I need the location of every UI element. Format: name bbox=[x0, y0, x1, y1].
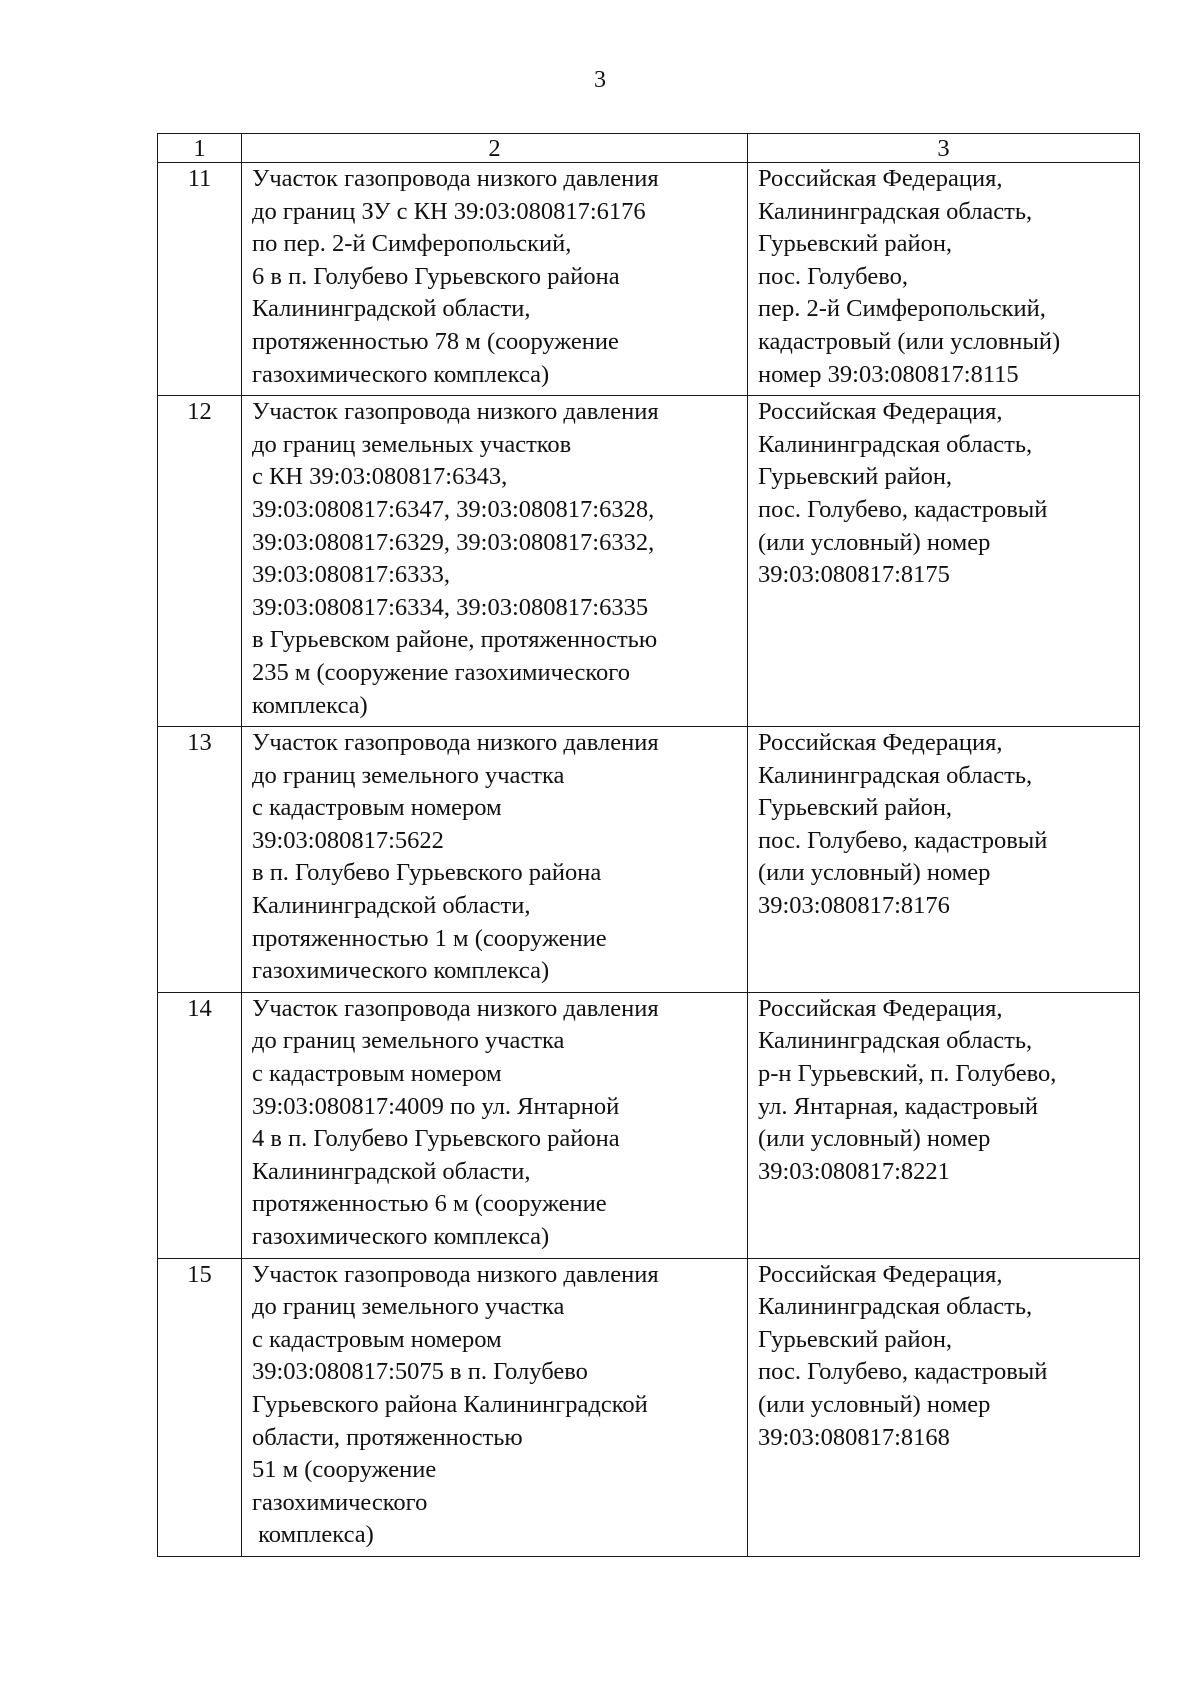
row-number: 11 bbox=[158, 163, 242, 396]
description-line: с кадастровым номером bbox=[252, 794, 502, 822]
address-line: Калининградская область, bbox=[758, 1293, 1033, 1321]
description-line: газохимического bbox=[252, 1488, 428, 1516]
address-line: Гурьевский район, bbox=[758, 1325, 953, 1353]
column-header-description: 2 bbox=[242, 134, 748, 163]
description-line: Участок газопровода низкого давления bbox=[252, 398, 659, 426]
description-line: протяженностью 6 м (сооружение bbox=[252, 1190, 607, 1218]
address-line: 39:03:080817:8221 bbox=[758, 1157, 950, 1185]
object-address bbox=[748, 727, 1140, 993]
description-line: комплекса) bbox=[252, 691, 368, 719]
description-line: 39:03:080817:6329, 39:03:080817:6332, bbox=[252, 528, 655, 556]
description-line: 39:03:080817:6347, 39:03:080817:6328, bbox=[252, 495, 655, 523]
description-line: до границ земельных участков bbox=[252, 430, 572, 458]
table-row bbox=[158, 396, 1140, 727]
description-line: Гурьевского района Калининградской bbox=[252, 1390, 648, 1418]
description-line: Участок газопровода низкого давления bbox=[252, 994, 659, 1022]
table-row bbox=[158, 727, 1140, 993]
description-line: 39:03:080817:4009 по ул. Янтарной bbox=[252, 1092, 620, 1120]
address-line: 39:03:080817:8175 bbox=[758, 561, 950, 589]
address-line: Гурьевский район, bbox=[758, 230, 953, 258]
address-line: Калининградская область, bbox=[758, 1027, 1033, 1055]
description-line: с КН 39:03:080817:6343, bbox=[252, 463, 508, 491]
description-line: 6 в п. Голубево Гурьевского района bbox=[252, 262, 620, 290]
address-line: (или условный) номер bbox=[758, 528, 991, 556]
description-line: комплекса) bbox=[252, 1521, 374, 1549]
description-line: с кадастровым номером bbox=[252, 1060, 502, 1088]
address-line: Российская Федерация, bbox=[758, 729, 1003, 757]
address-line: номер 39:03:080817:8115 bbox=[758, 360, 1019, 388]
object-address bbox=[748, 396, 1140, 727]
column-header-address: 3 bbox=[748, 134, 1140, 163]
object-description bbox=[242, 396, 748, 727]
object-description bbox=[242, 727, 748, 993]
address-line: пос. Голубево, кадастровый bbox=[758, 826, 1048, 854]
description-line: до границ земельного участка bbox=[252, 1293, 565, 1321]
row-number: 13 bbox=[158, 727, 242, 993]
address-line: Российская Федерация, bbox=[758, 994, 1003, 1022]
address-line: (или условный) номер bbox=[758, 859, 991, 887]
address-line: Гурьевский район, bbox=[758, 463, 953, 491]
address-line: 39:03:080817:8168 bbox=[758, 1423, 950, 1451]
description-line: до границ ЗУ с КН 39:03:080817:6176 bbox=[252, 197, 646, 225]
description-line: 39:03:080817:6333, bbox=[252, 561, 451, 589]
description-line: газохимического комплекса) bbox=[252, 360, 550, 388]
description-line: 235 м (сооружение газохимического bbox=[252, 658, 630, 686]
description-line: 51 м (сооружение bbox=[252, 1456, 437, 1484]
description-line: протяженностью 78 м (сооружение bbox=[252, 327, 619, 355]
address-line: пос. Голубево, кадастровый bbox=[758, 495, 1048, 523]
description-line: до границ земельного участка bbox=[252, 1027, 565, 1055]
description-line: Участок газопровода низкого давления bbox=[252, 165, 659, 192]
address-line: Российская Федерация, bbox=[758, 1260, 1003, 1288]
description-line: в п. Голубево Гурьевского района bbox=[252, 859, 602, 887]
description-line: по пер. 2-й Симферопольский, bbox=[252, 230, 572, 258]
description-line: области, протяженностью bbox=[252, 1423, 523, 1451]
object-address bbox=[748, 992, 1140, 1258]
column-header-number: 1 bbox=[158, 134, 242, 163]
row-number: 12 bbox=[158, 396, 242, 727]
address-line: Российская Федерация, bbox=[758, 398, 1003, 426]
address-line: Российская Федерация, bbox=[758, 165, 1003, 192]
table-header-row bbox=[158, 134, 1140, 163]
address-line: ул. Янтарная, кадастровый bbox=[758, 1092, 1039, 1120]
description-line: Калининградской области, bbox=[252, 892, 531, 920]
page-number: 3 bbox=[594, 67, 606, 93]
row-number: 15 bbox=[158, 1258, 242, 1556]
description-line: до границ земельного участка bbox=[252, 761, 565, 789]
address-line: Калининградская область, bbox=[758, 761, 1033, 789]
address-line: пос. Голубево, кадастровый bbox=[758, 1358, 1048, 1386]
address-line: пер. 2-й Симферопольский, bbox=[758, 295, 1046, 323]
object-address bbox=[748, 1258, 1140, 1556]
address-line: Калининградская область, bbox=[758, 430, 1033, 458]
object-description bbox=[242, 992, 748, 1258]
description-line: газохимического комплекса) bbox=[252, 1223, 550, 1250]
address-line: р-н Гурьевский, п. Голубево, bbox=[758, 1060, 1057, 1088]
address-line: (или условный) номер bbox=[758, 1390, 991, 1418]
object-description bbox=[242, 1258, 748, 1556]
description-line: 39:03:080817:5622 bbox=[252, 826, 444, 854]
description-line: Калининградской области, bbox=[252, 295, 531, 323]
address-line: Гурьевский район, bbox=[758, 794, 953, 822]
address-line: Калининградская область, bbox=[758, 197, 1033, 225]
description-line: 4 в п. Голубево Гурьевского района bbox=[252, 1125, 620, 1153]
description-line: газохимического комплекса) bbox=[252, 957, 550, 985]
address-line: (или условный) номер bbox=[758, 1125, 991, 1153]
table-row bbox=[158, 163, 1140, 396]
land-plot-table bbox=[157, 133, 1140, 1557]
description-line: с кадастровым номером bbox=[252, 1325, 502, 1353]
description-line: протяженностью 1 м (сооружение bbox=[252, 924, 607, 952]
row-number: 14 bbox=[158, 992, 242, 1258]
address-line: кадастровый (или условный) bbox=[758, 327, 1061, 355]
table-row bbox=[158, 992, 1140, 1258]
table-row bbox=[158, 1258, 1140, 1556]
description-line: Участок газопровода низкого давления bbox=[252, 729, 659, 757]
description-line: 39:03:080817:6334, 39:03:080817:6335 bbox=[252, 593, 649, 621]
address-line: пос. Голубево, bbox=[758, 262, 908, 290]
description-line: 39:03:080817:5075 в п. Голубево bbox=[252, 1358, 588, 1386]
description-line: Калининградской области, bbox=[252, 1157, 531, 1185]
address-line: 39:03:080817:8176 bbox=[758, 892, 950, 920]
object-address bbox=[748, 163, 1140, 396]
description-line: в Гурьевском районе, протяженностью bbox=[252, 626, 658, 654]
object-description bbox=[242, 163, 748, 396]
description-line: Участок газопровода низкого давления bbox=[252, 1260, 659, 1288]
